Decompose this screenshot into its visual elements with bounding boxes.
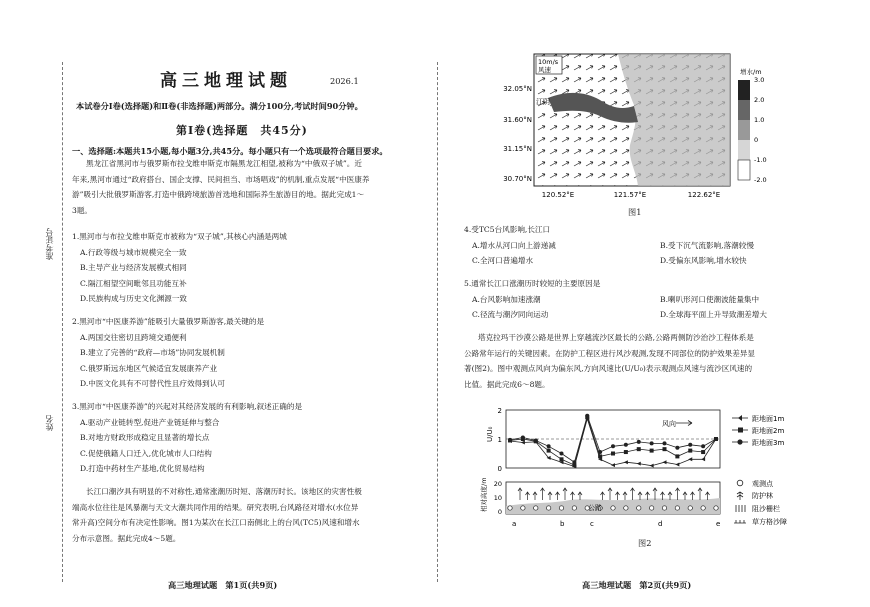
legend-title: 增水/m (740, 68, 762, 76)
figure-1-map (488, 50, 788, 210)
y-tick: 0 (497, 508, 502, 516)
data-point (508, 438, 512, 442)
legend-label: 防护林 (752, 492, 773, 500)
data-point (650, 464, 654, 468)
data-point (560, 457, 564, 461)
data-point (701, 444, 705, 448)
tree-mark (563, 488, 567, 500)
option-a[interactable]: A.行政等级与城市规模完全一致 (80, 247, 187, 257)
instruction: 本试卷分Ⅰ卷(选择题)和Ⅱ卷(非选择题)两部分。满分100分,考试时间90分钟。 (76, 101, 363, 111)
legend-label: 草方格沙障 (752, 518, 787, 526)
series-line (510, 417, 716, 465)
question-stem: 2.黑河市“中医康养游”能吸引大量俄罗斯游客,最关键的是 (72, 317, 265, 326)
y-tick: 1 (497, 436, 502, 444)
legend-value: -1.0 (754, 156, 767, 164)
data-point (547, 444, 551, 448)
tree-mark (541, 488, 545, 500)
observation-point (508, 506, 512, 510)
observation-point (546, 506, 550, 510)
feature-legend (734, 479, 787, 526)
option-d[interactable]: D.中医文化具有不可替代性且疗效得到认可 (80, 379, 225, 388)
lon-label: 121.57°E (613, 191, 647, 199)
lat-label: 32.05°N (503, 85, 532, 93)
wind-direction-arrow (676, 421, 692, 426)
legend-value: 0 (754, 136, 759, 144)
passage-line: 常升高)空间分布有决定性影响。图1为某次在长江口南侧北上的台风(TC5)风速和增水 (72, 518, 360, 527)
legend-label: 距地面3m (752, 439, 785, 447)
option-c[interactable]: C.促使俄籍人口迁入,优化城市人口结构 (80, 448, 212, 458)
data-point (521, 440, 525, 444)
data-point (675, 454, 679, 458)
option-c[interactable]: C.俄罗斯远东地区气候适宜发展康养产业 (80, 363, 218, 373)
wind-scale-label: 风速 (538, 66, 551, 74)
x-label: d (658, 520, 663, 528)
observation-point (534, 506, 538, 510)
tree-mark (578, 492, 582, 500)
data-point (598, 450, 602, 454)
legend-swatch (738, 120, 750, 140)
tree-mark (616, 492, 620, 500)
option-d[interactable]: D.打造中药材生产基地,优化贸易结构 (80, 464, 205, 473)
question-stem: 3.黑河市“中医康养游”的兴起对其经济发展的有利影响,叙述正确的是 (72, 402, 303, 411)
legend-label: 距地面2m (752, 427, 785, 435)
question-3 (72, 399, 302, 477)
tree-mark (698, 488, 702, 500)
passage-1 (72, 156, 427, 218)
legend-swatch (738, 100, 750, 120)
lat-label: 30.70°N (503, 175, 532, 183)
tree-mark (638, 492, 642, 500)
tree-mark (571, 492, 575, 500)
wind-direction-label: 风向 (662, 420, 676, 428)
data-point (572, 460, 576, 464)
option-b[interactable]: B.主导产业与经济发展模式相同 (80, 263, 187, 272)
passage-line: 3题。 (72, 205, 93, 215)
data-point (637, 462, 641, 466)
legend-label: 阻沙栅栏 (752, 505, 780, 513)
question-2 (72, 314, 264, 392)
option-c[interactable]: C.全河口普遍增水 (472, 256, 534, 265)
data-point (688, 449, 692, 453)
passage-line: 长江口潮汐具有明显的不对称性,通常涨潮历时短、落潮历时长。该地区的灾害性极 (86, 487, 362, 496)
x-label: b (560, 520, 565, 528)
observation-point (714, 506, 718, 510)
data-point (663, 447, 667, 451)
option-b[interactable]: B.受下沉气流影响,落潮较慢 (660, 240, 754, 250)
tree-mark (526, 492, 530, 500)
passage-3 (464, 330, 844, 392)
section-desc: 一、选择题:本题共15小题,每小题3分,共45分。每小题只有一个选项最符合题目要求。 (72, 146, 388, 156)
question-1 (72, 229, 287, 307)
passage-line: 游”吸引大批俄罗斯游客,打造中俄跨境旅游首选地和国际养生旅游目的地。据此完成1～ (72, 190, 365, 199)
data-point (675, 463, 679, 467)
binding-line (62, 62, 63, 582)
data-point (624, 443, 628, 447)
data-point (688, 443, 692, 447)
data-point (650, 441, 654, 445)
passage-line: 塔克拉玛干沙漠公路是世界上穿越流沙区最长的公路,公路两侧防沙治沙工程体系是 (478, 333, 754, 342)
data-point (624, 460, 628, 464)
observation-point (662, 506, 666, 510)
data-point (624, 450, 628, 454)
name-label: 姓名 (45, 415, 54, 431)
data-point (663, 460, 667, 464)
exam-number-label: 准考证号 (45, 228, 54, 260)
question-stem: 5.通常长江口涨潮历时较短的主要原因是 (464, 279, 601, 288)
data-point (611, 452, 615, 456)
observation-point (611, 506, 615, 510)
option-b[interactable]: B.对地方财政形成稳定且显著的增长点 (80, 433, 210, 442)
data-point (598, 454, 602, 458)
legend-value: 3.0 (754, 76, 765, 84)
y-axis-label-top: U/U₀ (486, 426, 494, 442)
legend-label: 观测点 (752, 480, 773, 488)
data-point (585, 414, 589, 418)
passage-2 (72, 484, 427, 546)
data-point (714, 437, 718, 441)
option-a[interactable]: A.两国交往密切且跨境交通便利 (80, 332, 187, 342)
observation-point (649, 506, 653, 510)
tree-mark (676, 488, 680, 500)
legend-value: 2.0 (754, 96, 765, 104)
option-d[interactable]: D.受偏东风影响,增水较快 (660, 256, 747, 265)
legend-swatch (738, 160, 750, 180)
option-row (464, 253, 844, 269)
y-tick: 20 (493, 480, 502, 488)
lat-label: 31.60°N (503, 116, 532, 124)
tree-mark (653, 488, 657, 500)
legend-swatch (738, 80, 750, 100)
data-point (675, 446, 679, 450)
passage-line: 分布示意图。据此完成4～5题。 (72, 533, 181, 543)
tree-mark (556, 492, 560, 500)
passage-line: 黑龙江省黑河市与俄罗斯布拉戈维申斯克市隔黑龙江相望,被称为“中俄双子城”。近 (86, 159, 362, 168)
page-footer-right: 高三地理试题 第2页(共9页) (582, 580, 692, 590)
exam-date: 2026.1 (330, 76, 359, 86)
x-label: c (590, 520, 594, 528)
data-point (637, 447, 641, 451)
observation-point (624, 506, 628, 510)
tree-mark (518, 488, 522, 500)
page-divider (437, 62, 438, 582)
y-tick: 10 (493, 494, 502, 502)
option-d[interactable]: D.民族构成与历史文化渊源一致 (80, 294, 187, 303)
data-point (701, 457, 705, 461)
x-label: e (716, 520, 721, 528)
observation-point (572, 506, 576, 510)
option-row (464, 292, 844, 308)
legend-swatch (738, 140, 750, 160)
tree-mark (601, 492, 605, 500)
tree-mark (533, 492, 537, 500)
figure-2-caption: 图2 (638, 538, 652, 548)
y-tick: 2 (497, 407, 502, 415)
passage-line: 公路常年运行的关键因素。在防护工程区进行风沙观测,发现不同部位的防护效果差异显 (464, 348, 755, 358)
data-point (637, 440, 641, 444)
data-point (663, 441, 667, 445)
option-b[interactable]: B.建立了完善的“政府—市场”协同发展机制 (80, 348, 225, 357)
observation-point (688, 506, 692, 510)
data-point (560, 452, 564, 456)
y-axis-label-bottom: 相对高度/m (480, 477, 488, 512)
observation-point (637, 506, 641, 510)
tree-mark (683, 492, 687, 500)
passage-line: 著(图2)。图中观测点风向为偏东风,方向风速比(U/U₀)表示观测点风速与流沙区风速的 (464, 364, 753, 373)
observation-point (701, 506, 705, 510)
river-label: 江阴 (536, 98, 550, 106)
data-point (650, 449, 654, 453)
tree-mark (548, 492, 552, 500)
figure-1-caption: 图1 (628, 207, 642, 217)
observation-point (559, 506, 563, 510)
x-label: a (512, 520, 517, 528)
data-point (611, 463, 615, 467)
lon-label: 122.62°E (687, 191, 721, 199)
passage-line: 比值。据此完成6～8题。 (464, 379, 550, 389)
question-5 (464, 276, 844, 323)
legend-value: 1.0 (754, 116, 765, 124)
series-legend (732, 414, 784, 447)
tree-mark (706, 492, 710, 500)
page-footer-left: 高三地理试题 第1页(共9页) (168, 580, 278, 590)
data-point (521, 436, 525, 440)
lat-label: 31.15°N (503, 145, 532, 153)
lon-label: 120.52°E (541, 191, 575, 199)
data-point (547, 449, 551, 453)
data-point (688, 457, 692, 461)
tree-mark (691, 492, 695, 500)
data-point (611, 444, 615, 448)
passage-line: 年来,黑河市通过“政府搭台、国企支撑、民间担当、市场唱戏”的机制,重点发展“中医康养 (72, 174, 370, 184)
road-label: 公路 (588, 504, 602, 512)
figure-2-chart (470, 402, 830, 540)
data-point (534, 438, 538, 442)
question-4 (464, 222, 844, 269)
tree-mark (631, 488, 635, 500)
question-stem: 1.黑河市与布拉戈维申斯克市被称为“双子城”,其核心内涵是两城 (72, 232, 287, 241)
option-c[interactable]: C.隔江相望空间毗邻且功能互补 (80, 278, 187, 288)
option-a[interactable]: A.增水从河口向上游递减 (472, 240, 556, 250)
option-row (464, 238, 844, 254)
y-tick: 0 (497, 465, 502, 473)
option-row (464, 307, 844, 323)
data-point (701, 450, 705, 454)
legend-label: 距地面1m (752, 415, 785, 423)
exam-title: 高三地理试题 (160, 71, 292, 91)
section-title: 第Ⅰ卷(选择题 共45分) (176, 124, 308, 137)
series-layer (508, 414, 718, 469)
option-a[interactable]: A.驱动产业链转型,促进产业链延伸与整合 (80, 417, 220, 427)
option-c[interactable]: C.径流与潮汐同向运动 (472, 310, 549, 319)
question-stem: 4.受TC5台风影响,长江口 (464, 225, 551, 234)
tree-mark (608, 488, 612, 500)
option-b[interactable]: B.喇叭形河口使潮波能量集中 (660, 294, 760, 304)
observation-point (675, 506, 679, 510)
legend-value: -2.0 (754, 176, 767, 184)
option-a[interactable]: A.台风影响加速涨潮 (472, 294, 541, 304)
observation-point (521, 506, 525, 510)
wind-scale-value: 10m/s (538, 58, 559, 66)
tree-mark (623, 492, 627, 500)
passage-line: 端高水位往往是风暴潮与天文大潮共同作用的结果。研究表明,台风路径对增水(水位异 (72, 502, 359, 512)
option-d[interactable]: D.全球海平面上升导致潮差增大 (660, 310, 767, 319)
